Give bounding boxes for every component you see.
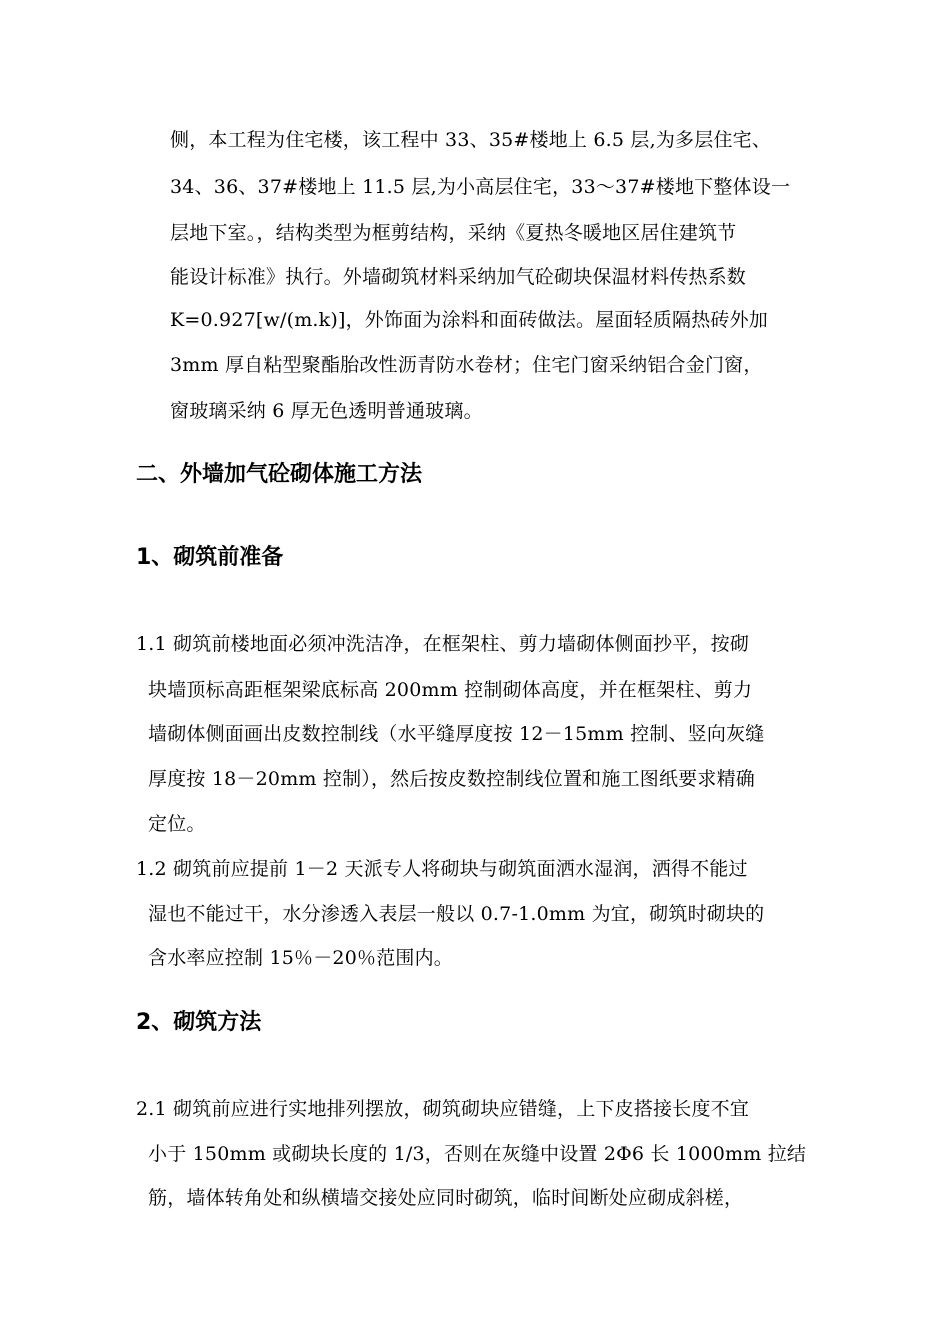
paragraph-line: 含水率应控制 15％－20％范围内。 (148, 947, 453, 969)
paragraph-line: 墙砌体侧面画出皮数控制线（水平缝厚度按 12－15mm 控制、竖向灰缝 (148, 723, 765, 745)
paragraph-line: 定位。 (148, 813, 206, 835)
intro-line: 窗玻璃采纳 6 厚无色透明普通玻璃。 (170, 400, 483, 422)
paragraph-line: 小于 150mm 或砌块长度的 1/3，否则在灰缝中设置 2Φ6 长 1000mm 拉结 (148, 1143, 807, 1165)
paragraph-line: 1.2 砌筑前应提前 1－2 天派专人将砌块与砌筑面洒水湿润，洒得不能过 (136, 858, 748, 880)
intro-line: K=0.927[w/(m.k)]，外饰面为涂料和面砖做法。屋面轻质隔热砖外加 (170, 309, 768, 331)
paragraph-line: 块墙顶标高距框架梁底标高 200mm 控制砌体高度，并在框架柱、剪力 (148, 679, 753, 701)
subsection-heading: 1、砌筑前准备 (136, 545, 284, 570)
section-heading: 二、外墙加气砼砌体施工方法 (136, 462, 423, 487)
intro-line: 34、36、37#楼地上 11.5 层,为小高层住宅，33～37#楼地下整体设一 (170, 176, 791, 198)
subsection-heading: 2、砌筑方法 (136, 1010, 262, 1035)
intro-line: 3mm 厚自粘型聚酯胎改性沥青防水卷材；住宅门窗采纳铝合金门窗， (170, 354, 763, 376)
intro-line: 侧，本工程为住宅楼，该工程中 33、35#楼地上 6.5 层,为多层住宅、 (170, 129, 772, 151)
paragraph-line: 1.1 砌筑前楼地面必须冲洗洁净，在框架柱、剪力墙砌体侧面抄平，按砌 (136, 633, 750, 655)
paragraph-line: 厚度按 18－20mm 控制），然后按皮数控制线位置和施工图纸要求精确 (148, 768, 755, 790)
paragraph-line: 2.1 砌筑前应进行实地排列摆放，砌筑砌块应错缝，上下皮搭接长度不宜 (136, 1098, 750, 1120)
paragraph-line: 湿也不能过干，水分渗透入表层一般以 0.7-1.0mm 为宜，砌筑时砌块的 (148, 903, 765, 925)
intro-line: 层地下室。，结构类型为框剪结构，采纳《夏热冬暖地区居住建筑节 (170, 222, 737, 244)
intro-line: 能设计标准》执行。外墙砌筑材料采纳加气砼砌块保温材料传热系数 (170, 266, 747, 288)
paragraph-line: 筋，墙体转角处和纵横墙交接处应同时砌筑，临时间断处应砌成斜槎， (148, 1187, 744, 1209)
